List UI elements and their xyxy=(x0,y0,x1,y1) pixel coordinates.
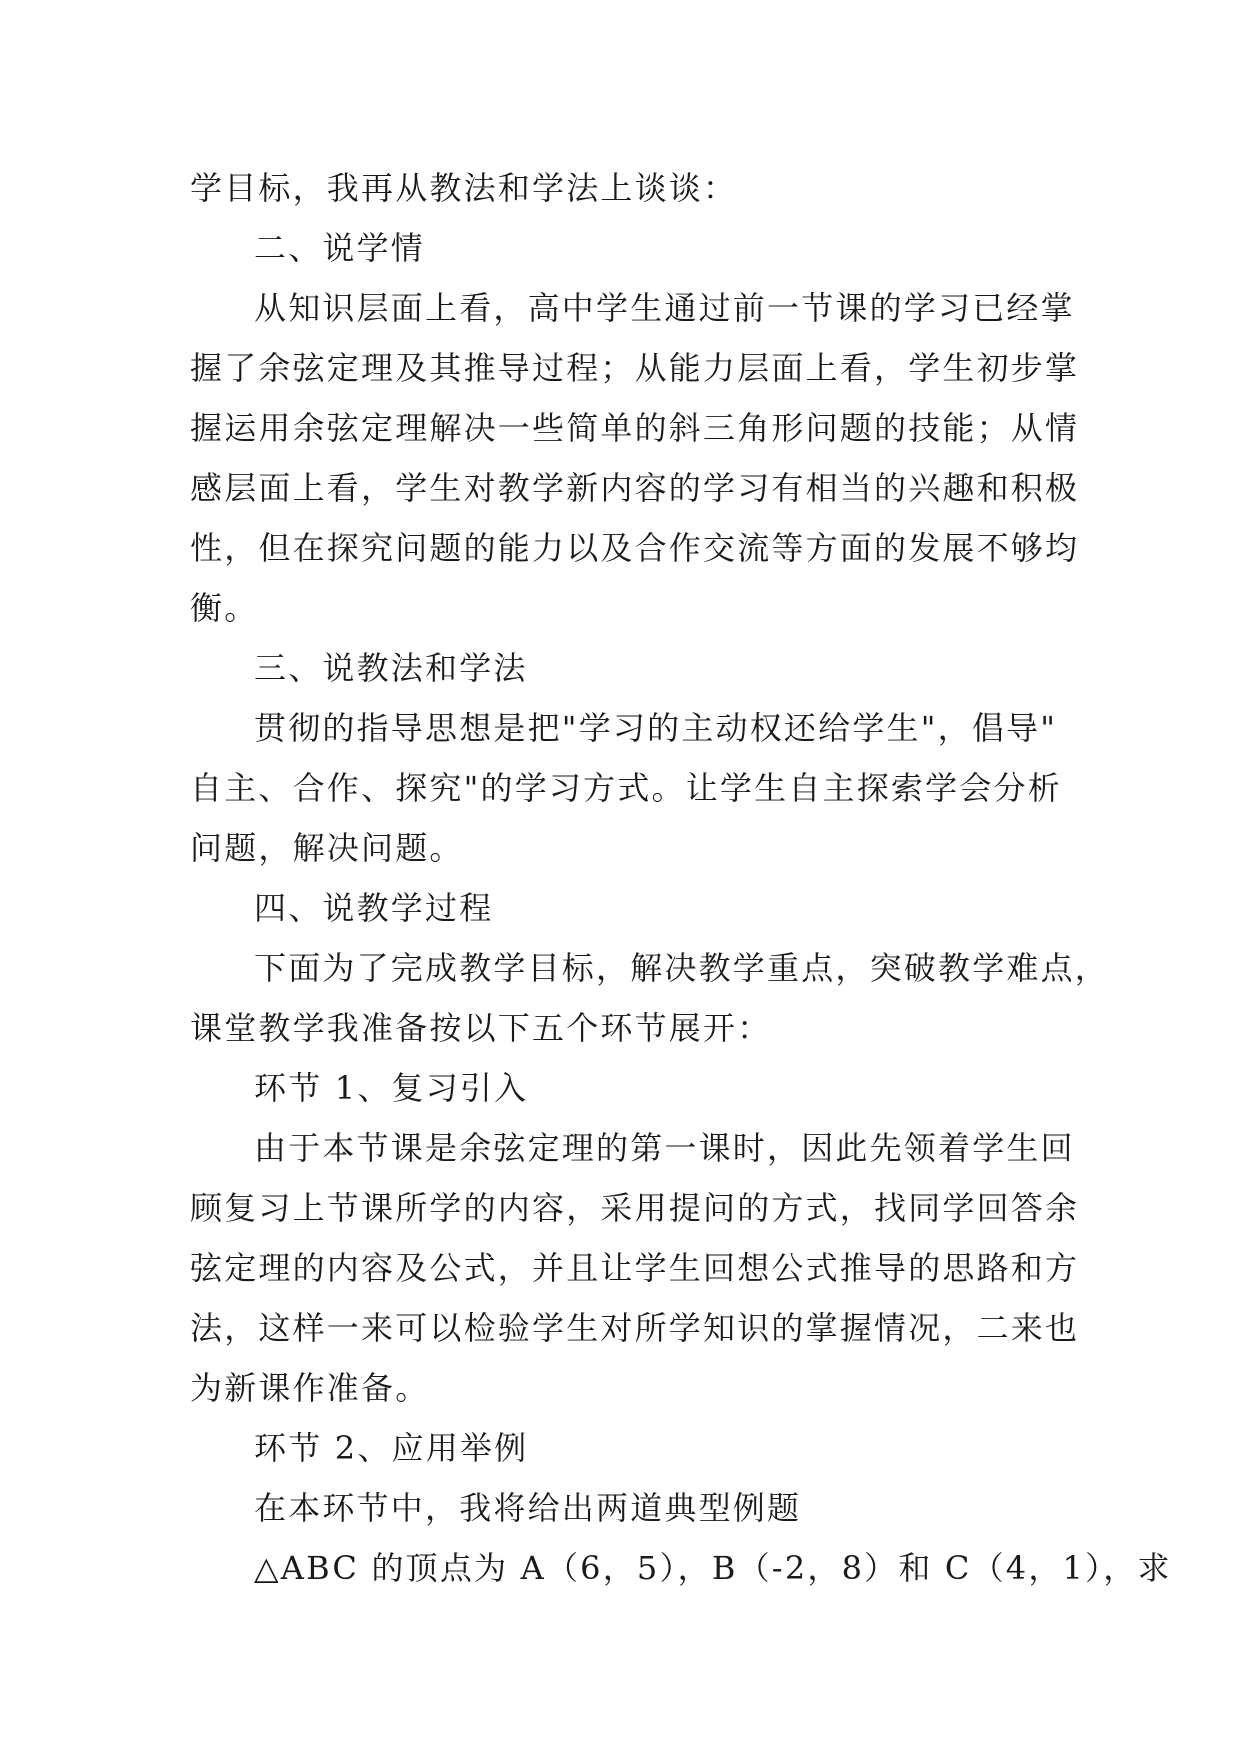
paragraph-line: 顾复习上节课所学的内容，采用提问的方式，找同学回答余 xyxy=(190,1189,1080,1227)
paragraph-line: 贯彻的指导思想是把"学习的主动权还给学生"，倡导" xyxy=(254,709,1058,747)
paragraph-line: 自主、合作、探究"的学习方式。让学生自主探索学会分析 xyxy=(190,769,1062,807)
paragraph-line: 三、说教法和学法 xyxy=(254,649,528,687)
paragraph-line: 握了余弦定理及其推导过程；从能力层面上看，学生初步掌 xyxy=(190,349,1080,387)
paragraph-line: 弦定理的内容及公式，并且让学生回想公式推导的思路和方 xyxy=(190,1249,1080,1287)
paragraph-line: 在本环节中，我将给出两道典型例题 xyxy=(254,1489,802,1527)
paragraph-line: 环节 2、应用举例 xyxy=(254,1429,529,1467)
paragraph-line: 课堂教学我准备按以下五个环节展开： xyxy=(190,1009,772,1047)
paragraph-line: 感层面上看，学生对教学新内容的学习有相当的兴趣和积极 xyxy=(190,469,1080,507)
paragraph-line: 学目标，我再从教法和学法上谈谈： xyxy=(190,169,738,207)
paragraph-line: 从知识层面上看，高中学生通过前一节课的学习已经掌 xyxy=(254,289,1075,327)
paragraph-line: 性，但在探究问题的能力以及合作交流等方面的发展不够均 xyxy=(190,529,1080,567)
paragraph-line: 衡。 xyxy=(190,589,259,627)
paragraph-line: 握运用余弦定理解决一些简单的斜三角形问题的技能；从情 xyxy=(190,409,1080,447)
paragraph-line: 法，这样一来可以检验学生对所学知识的掌握情况，二来也 xyxy=(190,1309,1080,1347)
paragraph-line: 为新课作准备。 xyxy=(190,1369,430,1407)
paragraph-line: 环节 1、复习引入 xyxy=(254,1069,529,1107)
paragraph-line: 由于本节课是余弦定理的第一课时，因此先领着学生回 xyxy=(254,1129,1075,1167)
document-body xyxy=(190,158,1172,1598)
paragraph-line: 四、说教学过程 xyxy=(254,889,494,927)
paragraph-line: △ABC 的顶点为 A（6，5），B（-2，8）和 C（4，1），求 xyxy=(254,1549,1172,1587)
paragraph-line: 问题，解决问题。 xyxy=(190,829,464,867)
paragraph-line: 二、说学情 xyxy=(254,229,426,267)
paragraph-line: 下面为了完成教学目标，解决教学重点，突破教学难点， xyxy=(254,949,1110,987)
